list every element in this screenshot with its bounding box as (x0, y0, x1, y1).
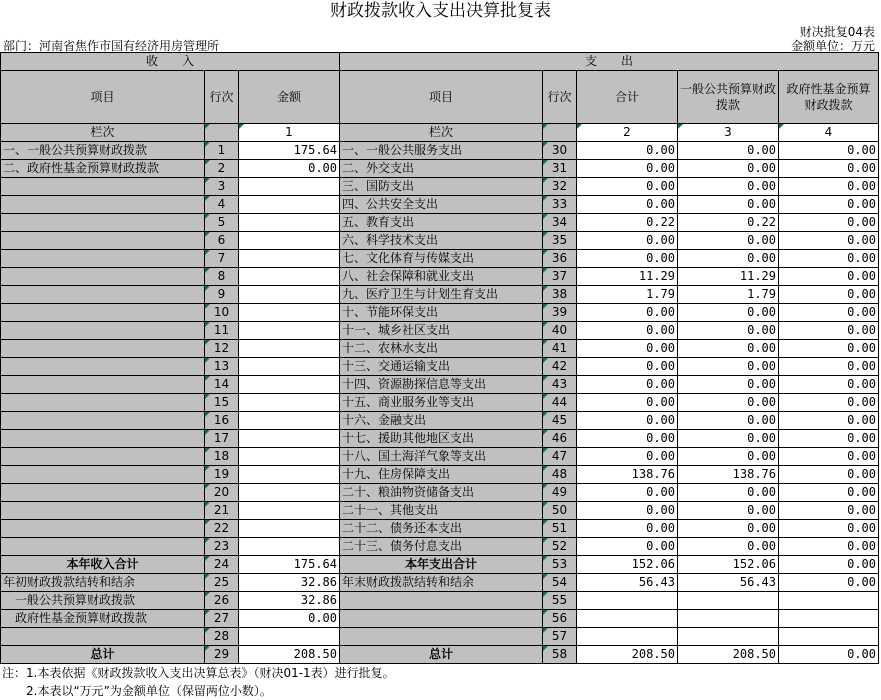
expense-line-no: 41 (543, 340, 577, 358)
footnotes (2, 664, 395, 700)
expense-total: 0.00 (577, 322, 678, 340)
income-item (1, 502, 205, 520)
expense-gov-fund: 0.00 (779, 178, 879, 196)
col-general-budget: 一般公共预算财政拨款 (678, 71, 779, 124)
expense-line-no: 57 (543, 628, 577, 646)
table-row (1, 484, 879, 502)
income-item (1, 214, 205, 232)
table-row (1, 358, 879, 376)
table-row (1, 592, 879, 610)
expense-item: 八、社会保障和就业支出 (340, 268, 543, 286)
expense-item: 十、节能环保支出 (340, 304, 543, 322)
expense-line-no: 54 (543, 574, 577, 592)
expense-line-no: 43 (543, 376, 577, 394)
income-line-no: 20 (205, 484, 239, 502)
expense-item: 九、医疗卫生与计划生育支出 (340, 286, 543, 304)
income-item (1, 430, 205, 448)
expense-total (577, 628, 678, 646)
expense-line-no: 50 (543, 502, 577, 520)
table-row (1, 232, 879, 250)
expense-gov-fund: 0.00 (779, 340, 879, 358)
income-item (1, 466, 205, 484)
expense-general-budget: 56.43 (678, 574, 779, 592)
footnote-2: 2.本表以“万元”为金额单位（保留两位小数）。 (2, 684, 272, 698)
expense-general-budget: 1.79 (678, 286, 779, 304)
expense-item: 总计 (340, 646, 543, 664)
income-item: 一般公共预算财政拨款 (1, 592, 205, 610)
expense-general-budget (678, 610, 779, 628)
department-label: 部门：河南省焦作市国有经济用房管理所 (3, 39, 220, 53)
table-row (1, 322, 879, 340)
table-row (1, 160, 879, 178)
income-item: 一、一般公共预算财政拨款 (1, 142, 205, 160)
income-item (1, 250, 205, 268)
income-line-no: 14 (205, 376, 239, 394)
income-item: 年初财政拨款结转和结余 (1, 574, 205, 592)
expense-line-no: 40 (543, 322, 577, 340)
expense-line-no: 45 (543, 412, 577, 430)
expense-general-budget: 0.00 (678, 304, 779, 322)
expense-gov-fund: 0.00 (779, 142, 879, 160)
table-row (1, 214, 879, 232)
expense-general-budget: 0.00 (678, 322, 779, 340)
expense-item: 六、科学技术支出 (340, 232, 543, 250)
income-line-no: 5 (205, 214, 239, 232)
expense-total: 0.00 (577, 520, 678, 538)
expense-item: 年末财政拨款结转和结余 (340, 574, 543, 592)
income-amount (239, 448, 340, 466)
expense-general-budget: 11.29 (678, 268, 779, 286)
expense-general-budget: 0.00 (678, 178, 779, 196)
table-row (1, 268, 879, 286)
table-row (1, 502, 879, 520)
footnote-1: 注：1.本表依据《财政拨款收入支出决算总表》（财决01-1表）进行批复。 (2, 666, 395, 680)
expense-item (340, 610, 543, 628)
expense-general-budget: 208.50 (678, 646, 779, 664)
col-item-right: 项目 (340, 71, 543, 124)
income-amount (239, 268, 340, 286)
expense-general-budget: 0.00 (678, 430, 779, 448)
income-line-no: 8 (205, 268, 239, 286)
expense-gov-fund: 0.00 (779, 322, 879, 340)
expense-line-no: 39 (543, 304, 577, 322)
expense-total (577, 592, 678, 610)
expense-line-no: 35 (543, 232, 577, 250)
income-amount (239, 376, 340, 394)
expense-line-no: 42 (543, 358, 577, 376)
expense-item: 五、教育支出 (340, 214, 543, 232)
table-row (1, 394, 879, 412)
col-index-label-left: 栏次 (1, 124, 205, 142)
expense-line-no: 52 (543, 538, 577, 556)
expense-total: 56.43 (577, 574, 678, 592)
expense-gov-fund: 0.00 (779, 412, 879, 430)
expense-gov-fund (779, 628, 879, 646)
expense-item (340, 628, 543, 646)
table-row (1, 466, 879, 484)
expense-total: 208.50 (577, 646, 678, 664)
expense-gov-fund: 0.00 (779, 268, 879, 286)
expense-general-budget: 0.00 (678, 448, 779, 466)
expense-total: 0.00 (577, 448, 678, 466)
income-line-no: 13 (205, 358, 239, 376)
income-item (1, 538, 205, 556)
income-item (1, 268, 205, 286)
income-amount (239, 214, 340, 232)
expense-total: 0.00 (577, 394, 678, 412)
table-row (1, 520, 879, 538)
expense-general-budget: 0.00 (678, 142, 779, 160)
income-amount: 32.86 (239, 592, 340, 610)
income-item (1, 232, 205, 250)
income-item: 二、政府性基金预算财政拨款 (1, 160, 205, 178)
expense-line-no: 49 (543, 484, 577, 502)
income-item (1, 412, 205, 430)
income-amount (239, 412, 340, 430)
expense-total: 0.00 (577, 538, 678, 556)
income-item (1, 628, 205, 646)
income-amount (239, 628, 340, 646)
income-amount (239, 358, 340, 376)
expense-header: 支 出 (340, 53, 879, 71)
expense-gov-fund: 0.00 (779, 538, 879, 556)
income-item (1, 358, 205, 376)
income-line-no: 29 (205, 646, 239, 664)
table-row (1, 178, 879, 196)
expense-item: 三、国防支出 (340, 178, 543, 196)
income-item: 政府性基金预算财政拨款 (1, 610, 205, 628)
expense-total: 0.00 (577, 196, 678, 214)
expense-total: 0.22 (577, 214, 678, 232)
expense-gov-fund: 0.00 (779, 358, 879, 376)
expense-general-budget: 0.00 (678, 394, 779, 412)
income-line-no: 6 (205, 232, 239, 250)
expense-line-no: 33 (543, 196, 577, 214)
expense-total: 0.00 (577, 502, 678, 520)
income-item: 总计 (1, 646, 205, 664)
expense-item: 二、外交支出 (340, 160, 543, 178)
expense-gov-fund: 0.00 (779, 484, 879, 502)
expense-gov-fund: 0.00 (779, 448, 879, 466)
expense-total: 0.00 (577, 430, 678, 448)
expense-general-budget (678, 628, 779, 646)
expense-line-no: 44 (543, 394, 577, 412)
expense-line-no: 55 (543, 592, 577, 610)
col-amount: 金额 (239, 71, 340, 124)
expense-general-budget: 138.76 (678, 466, 779, 484)
income-line-no: 7 (205, 250, 239, 268)
table-row (1, 250, 879, 268)
income-line-no: 23 (205, 538, 239, 556)
income-line-no: 24 (205, 556, 239, 574)
income-line-no: 18 (205, 448, 239, 466)
income-item (1, 322, 205, 340)
expense-item: 二十三、债务付息支出 (340, 538, 543, 556)
income-amount (239, 340, 340, 358)
col-index-4: 4 (779, 124, 879, 142)
expense-item: 七、文化体育与传媒支出 (340, 250, 543, 268)
income-line-no: 4 (205, 196, 239, 214)
expense-total: 0.00 (577, 160, 678, 178)
income-line-no: 12 (205, 340, 239, 358)
income-line-no: 21 (205, 502, 239, 520)
expense-total: 0.00 (577, 376, 678, 394)
expense-general-budget: 0.00 (678, 196, 779, 214)
expense-item: 十九、住房保障支出 (340, 466, 543, 484)
income-item: 本年收入合计 (1, 556, 205, 574)
table-row (1, 430, 879, 448)
expense-total: 152.06 (577, 556, 678, 574)
income-amount (239, 304, 340, 322)
expense-gov-fund: 0.00 (779, 556, 879, 574)
expense-gov-fund: 0.00 (779, 160, 879, 178)
expense-line-no: 56 (543, 610, 577, 628)
income-amount (239, 178, 340, 196)
col-total: 合计 (577, 71, 678, 124)
expense-item: 十八、国土海洋气象等支出 (340, 448, 543, 466)
table-row (1, 142, 879, 160)
income-amount: 0.00 (239, 160, 340, 178)
income-line-no: 26 (205, 592, 239, 610)
table-row (1, 376, 879, 394)
income-item (1, 376, 205, 394)
expense-line-no: 32 (543, 178, 577, 196)
expense-total: 138.76 (577, 466, 678, 484)
expense-general-budget: 0.00 (678, 160, 779, 178)
expense-gov-fund: 0.00 (779, 646, 879, 664)
expense-total: 1.79 (577, 286, 678, 304)
income-line-no: 11 (205, 322, 239, 340)
expense-gov-fund: 0.00 (779, 214, 879, 232)
expense-line-no: 34 (543, 214, 577, 232)
expense-total: 0.00 (577, 412, 678, 430)
expense-item: 四、公共安全支出 (340, 196, 543, 214)
income-amount (239, 520, 340, 538)
expense-general-budget: 0.00 (678, 250, 779, 268)
expense-gov-fund: 0.00 (779, 502, 879, 520)
income-amount (239, 232, 340, 250)
expense-line-no: 48 (543, 466, 577, 484)
table-row (1, 646, 879, 664)
income-header: 收 入 (1, 53, 340, 71)
income-item (1, 304, 205, 322)
income-line-no: 17 (205, 430, 239, 448)
income-amount (239, 250, 340, 268)
income-line-no: 10 (205, 304, 239, 322)
table-row (1, 340, 879, 358)
expense-line-no: 46 (543, 430, 577, 448)
expense-total: 0.00 (577, 142, 678, 160)
expense-total: 11.29 (577, 268, 678, 286)
income-line-no: 25 (205, 574, 239, 592)
income-item (1, 196, 205, 214)
expense-general-budget: 0.00 (678, 484, 779, 502)
expense-general-budget: 0.00 (678, 412, 779, 430)
income-line-no: 22 (205, 520, 239, 538)
expense-general-budget (678, 592, 779, 610)
expense-gov-fund: 0.00 (779, 394, 879, 412)
income-amount (239, 196, 340, 214)
expense-gov-fund: 0.00 (779, 286, 879, 304)
col-item-left: 项目 (1, 71, 205, 124)
expense-gov-fund: 0.00 (779, 574, 879, 592)
col-index-3: 3 (678, 124, 779, 142)
expense-gov-fund (779, 592, 879, 610)
expense-item: 二十、粮油物资储备支出 (340, 484, 543, 502)
income-item (1, 484, 205, 502)
expense-general-budget: 0.00 (678, 376, 779, 394)
expense-item: 十二、农林水支出 (340, 340, 543, 358)
expense-total: 0.00 (577, 304, 678, 322)
expense-gov-fund: 0.00 (779, 196, 879, 214)
expense-gov-fund: 0.00 (779, 304, 879, 322)
expense-line-no: 51 (543, 520, 577, 538)
expense-item: 十五、商业服务业等支出 (340, 394, 543, 412)
expense-gov-fund: 0.00 (779, 250, 879, 268)
col-line-left: 行次 (205, 71, 239, 124)
expense-gov-fund (779, 610, 879, 628)
table-row (1, 286, 879, 304)
expense-general-budget: 0.00 (678, 538, 779, 556)
income-line-no: 16 (205, 412, 239, 430)
income-amount (239, 484, 340, 502)
expense-total: 0.00 (577, 358, 678, 376)
expense-item: 十四、资源勘探信息等支出 (340, 376, 543, 394)
col-gov-fund: 政府性基金预算财政拨款 (779, 71, 879, 124)
expense-gov-fund: 0.00 (779, 466, 879, 484)
income-item (1, 448, 205, 466)
income-line-no: 15 (205, 394, 239, 412)
table-row (1, 196, 879, 214)
expense-total: 0.00 (577, 232, 678, 250)
income-amount: 0.00 (239, 610, 340, 628)
expense-general-budget: 0.22 (678, 214, 779, 232)
expense-item (340, 592, 543, 610)
expense-item: 十三、交通运输支出 (340, 358, 543, 376)
expense-general-budget: 0.00 (678, 520, 779, 538)
expense-gov-fund: 0.00 (779, 520, 879, 538)
income-amount (239, 538, 340, 556)
table-row (1, 556, 879, 574)
expense-item: 十六、金融支出 (340, 412, 543, 430)
expense-total (577, 610, 678, 628)
expense-line-no: 37 (543, 268, 577, 286)
expense-gov-fund: 0.00 (779, 232, 879, 250)
expense-general-budget: 0.00 (678, 232, 779, 250)
expense-line-no: 38 (543, 286, 577, 304)
expense-line-no: 30 (543, 142, 577, 160)
expense-item: 本年支出合计 (340, 556, 543, 574)
col-line-right: 行次 (543, 71, 577, 124)
income-amount (239, 502, 340, 520)
expense-total: 0.00 (577, 178, 678, 196)
unit-label: 金额单位：万元 (790, 39, 875, 53)
income-line-no: 28 (205, 628, 239, 646)
expense-gov-fund: 0.00 (779, 376, 879, 394)
income-amount (239, 466, 340, 484)
expense-line-no: 53 (543, 556, 577, 574)
table-row (1, 538, 879, 556)
expense-item: 十七、援助其他地区支出 (340, 430, 543, 448)
expense-general-budget: 0.00 (678, 502, 779, 520)
income-item (1, 178, 205, 196)
col-index-blank (543, 124, 577, 142)
income-item (1, 340, 205, 358)
expense-total: 0.00 (577, 250, 678, 268)
expense-item: 二十二、债务还本支出 (340, 520, 543, 538)
expense-total: 0.00 (577, 484, 678, 502)
income-line-no: 27 (205, 610, 239, 628)
form-number: 财决批复04表 (799, 25, 875, 39)
budget-table (0, 52, 879, 664)
expense-gov-fund: 0.00 (779, 430, 879, 448)
table-title: 财政拨款收入支出决算批复表 (330, 1, 551, 21)
income-line-no: 19 (205, 466, 239, 484)
expense-line-no: 36 (543, 250, 577, 268)
col-index-2: 2 (577, 124, 678, 142)
income-amount: 32.86 (239, 574, 340, 592)
income-line-no: 2 (205, 160, 239, 178)
expense-line-no: 58 (543, 646, 577, 664)
expense-line-no: 31 (543, 160, 577, 178)
income-item (1, 394, 205, 412)
income-amount (239, 286, 340, 304)
expense-general-budget: 0.00 (678, 358, 779, 376)
income-amount: 208.50 (239, 646, 340, 664)
income-amount (239, 430, 340, 448)
expense-line-no: 47 (543, 448, 577, 466)
income-line-no: 3 (205, 178, 239, 196)
table-row (1, 304, 879, 322)
income-amount: 175.64 (239, 142, 340, 160)
income-amount (239, 322, 340, 340)
income-line-no: 1 (205, 142, 239, 160)
table-row (1, 574, 879, 592)
table-row (1, 628, 879, 646)
income-amount (239, 394, 340, 412)
expense-item: 二十一、其他支出 (340, 502, 543, 520)
expense-general-budget: 0.00 (678, 340, 779, 358)
col-index-label-right: 栏次 (340, 124, 543, 142)
income-item (1, 520, 205, 538)
expense-general-budget: 152.06 (678, 556, 779, 574)
table-row (1, 610, 879, 628)
table-row (1, 412, 879, 430)
expense-item: 十一、城乡社区支出 (340, 322, 543, 340)
expense-total: 0.00 (577, 340, 678, 358)
income-amount: 175.64 (239, 556, 340, 574)
expense-item: 一、一般公共服务支出 (340, 142, 543, 160)
col-index-1: 1 (239, 124, 340, 142)
col-index-blank (205, 124, 239, 142)
income-item (1, 286, 205, 304)
income-line-no: 9 (205, 286, 239, 304)
table-row (1, 448, 879, 466)
